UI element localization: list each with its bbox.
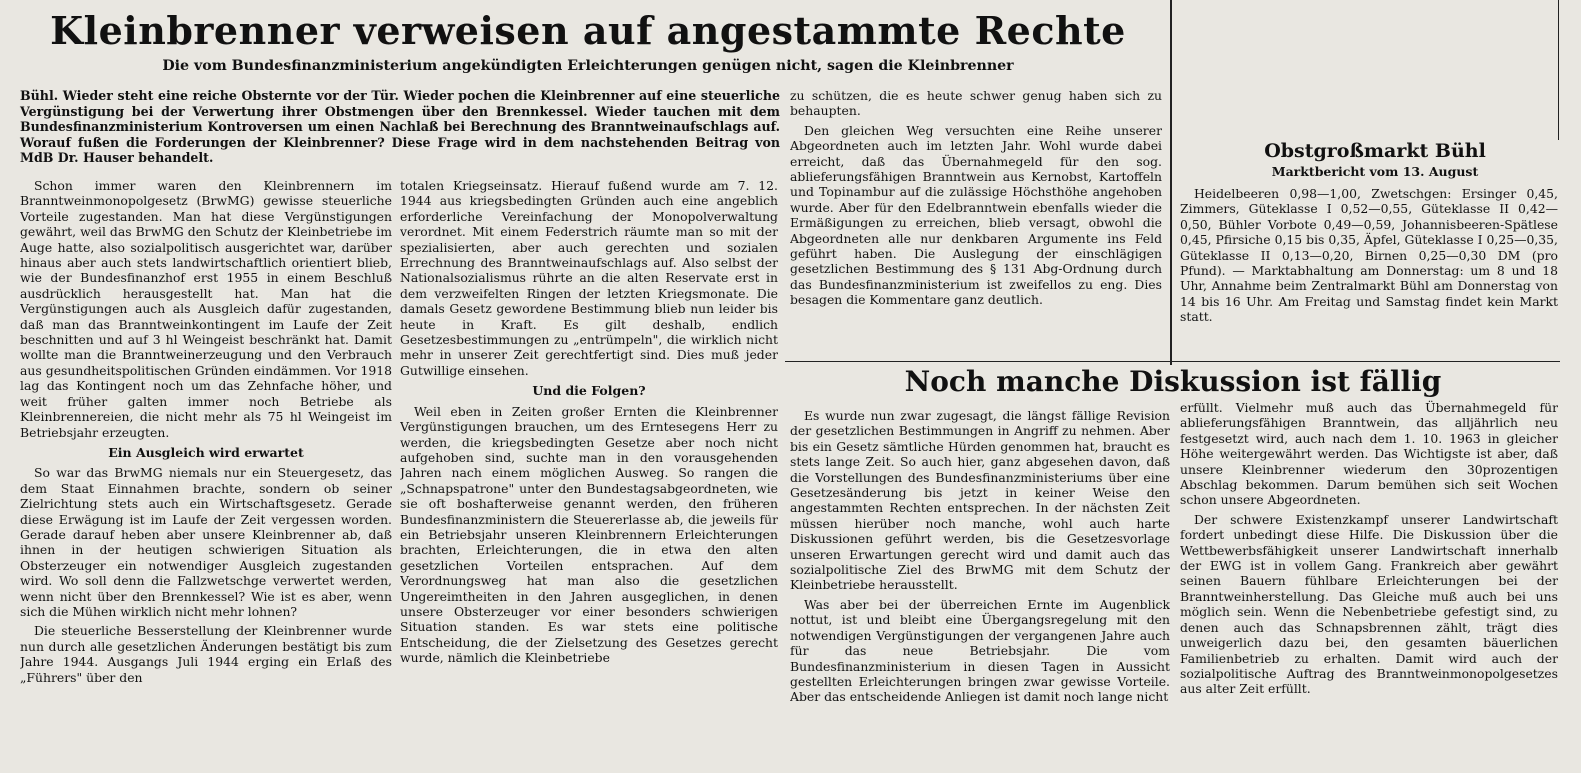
col2-paragraph-1: totalen Kriegseinsatz. Hierauf fußend wurde am 7. 12. 1944 aus kriegsbedingten Gründen auch eine angeblich erforderliche Vereinfachung der Monopolverwaltung verordnet. Mit einem Federstrich räumte man so mit der spezialisierten, aber auch gerechten und sozialen Errechnung des Branntweinaufschlags auf. Also selbst der Nationalsozialismus rührte an die alten Reservate erst in dem verzweifelten Ringen der letzten Kriegsmonate. Die damals Gesetz gewordene Bestimmung blieb nun leider bis heute in Kraft. Es gilt deshalb, endlich Gesetzesbestimmungen zu „entrümpeln", die wirklich nicht mehr in unserer Zeit gerechtfertigt sind. Dies muß jeder Gutwillige einsehen.: [400, 178, 778, 378]
headline: Kleinbrenner verweisen auf angestammte Rechte: [50, 8, 1126, 53]
col1-paragraph-2: So war das BrwMG niemals nur ein Steuergesetz, das dem Staat Einnahmen brachte, sondern ob seiner Zielrichtung stets auch ein Wirtschaftsgesetz. Gerade diese Erwägung ist im Laufe der Zeit vergessen worden. Gerade darauf heben aber unsere Kleinbrenner ab, daß ihnen in der heutigen schwierigen Situation als Obsterzeuger ein notwendiger Ausgleich zugestanden wird. Wo soll denn die Fallzwetschge verwertet werden, wenn nicht über den Brennkessel? Wie ist es aber, wenn sich die Mühen wirklich nicht mehr lohnen?: [20, 465, 392, 619]
col2-paragraph-2: Weil eben in Zeiten großer Ernten die Kleinbrenner Vergünstigungen brauchen, um des Erntesegens Herr zu werden, die kriegsbedingten Gesetze aber noch nicht aufgehoben sind, suchte man in den vorausgehenden Jahren nach einem möglichen Ausweg. So rangen die „Schnapspatrone" unter den Bundestagsabgeordneten, wie sie oft boshafterweise genannt werden, den früheren Bundesfinanzministern die Steuererlasse ab, die jeweils für ein Betriebsjahr unseren Kleinbrennern Erleichterungen brachten, Erleichterungen, die in etwa den alten gesetzlichen Vorteilen entsprachen. Auf dem Verordnungsweg hat man also die gesetzlichen Ungereimtheiten in den Jahren ausgeglichen, in denen unsere Obsterzeuger vor einer besonders schwierigen Situation standen. Es war stets eine politische Entscheidung, die der Zielsetzung des Gesetzes gerecht wurde, nämlich die Kleinbetriebe: [400, 403, 778, 666]
market-report-paragraph: Heidelbeeren 0,98—1,00, Zwetschgen: Ersinger 0,45, Zimmers, Güteklasse I 0,52—0,55, Güteklasse II 0,42—0,50, Bühler Vorbote 0,49—0,59, Johannisbeeren-Spätlese 0,45, Pfirsiche 0,15 bis 0,35, Äpfel, Güteklasse I 0,25—0,35, Güteklasse II 0,13—0,20, Birnen 0,25—0,30 DM (pro Pfund). — Marktabhaltung am Donnerstag: um 8 und 18 Uhr, Annahme beim Zentralmarkt Bühl am Donnerstag von 14 bis 16 Uhr. Am Freitag und Samstag findet kein Markt statt.: [1180, 186, 1558, 325]
column-rule-right-of-article: [1170, 0, 1172, 365]
column-rule-top-right: [1558, 0, 1559, 140]
headline-2: Noch manche Diskussion ist fällig: [904, 365, 1442, 398]
col3-paragraph-2: Den gleichen Weg versuchten eine Reihe unserer Abgeordneten auch im letzten Jahr. Wohl wurde dabei erreicht, daß das Übernahmegeld für den sog. ablieferungsfähigen Branntwein aus Kernobst, Kartoffeln und Topinambur auf die zulässige Höchsthöhe angehoben wurde. Aber für den Edelbranntwein ebenfalls wieder die Ermäßigungen zu erreichen, blieb versagt, obwohl die Abgeordneten alle nur denkbaren Argumente ins Feld geführt haben. Die Auslegung der einschlägigen gesetzlichen Bestimmung des § 131 Abg-Ordnung durch das Bundesfinanzministerium ist zweifellos zu eng. Dies besagen die Kommentare ganz deutlich.: [790, 122, 1162, 308]
col4-paragraph-1: Es wurde nun zwar zugesagt, die längst fällige Revision der gesetzlichen Bestimmungen in Angriff zu nehmen. Aber bis ein Gesetz sämtliche Hürden genommen hat, braucht es stets lange Zeit. So auch hier, ganz abgesehen davon, daß die Vorstellungen des Bundesfinanzministeriums über eine Gesetzesänderung bis jetzt in keiner Weise den angestammten Rechten entsprechen. In der nächsten Zeit müssen hierüber noch manche, wohl auch harte Diskussionen geführt werden, bis die Gesetzesvorlage unseren Erwartungen gerecht wird und damit auch das sozialpolitische Ziel des BrwMG mit dem Schutz der Kleinbetriebe herausstellt.: [790, 408, 1170, 593]
col5-paragraph-1: erfüllt. Vielmehr muß auch das Übernahmegeld für ablieferungsfähigen Branntwein, das alljährlich neu festgesetzt wird, auch nach dem 1. 10. 1963 in gleicher Höhe weitergewährt werden. Das Wichtigste ist aber, daß unsere Kleinbrenner wiederum den 30prozentigen Abschlag bekommen. Darum bemühen sich seit Wochen schon unsere Abgeordneten.: [1180, 400, 1558, 508]
market-report-title: Obstgroßmarkt Bühl: [1264, 140, 1486, 162]
col3-paragraph-1: zu schützen, die es heute schwer genug haben sich zu behaupten.: [790, 88, 1162, 119]
col2-subheading: Und die Folgen?: [532, 383, 646, 399]
col1-paragraph-1: Schon immer waren den Kleinbrennern im Branntweinmonopolgesetz (BrwMG) gewisse steuerliche Vorteile zugestanden. Man hat diese Vergünstigungen gewährt, weil das BrwMG den Schutz der Kleinbetriebe im Auge hatte, also sozialpolitisch ausgerichtet war, darüber hinaus aber auch stets landwirtschaftlich orientiert blieb, wie der Bundesfinanzhof erst 1955 in einem Beschluß ausdrücklich herausgestellt hat. Man hat die Vergünstigungen auch als Ausgleich dafür zugestanden, daß man das Branntweinkontingent im Laufe der Zeit beschnitten und auf 3 hl Weingeist beschränkt hat. Damit wollte man die Branntweinerzeugung und den Verbrauch aus gesundheitspolitischen Gründen eindämmen. Vor 1918 lag das Kontingent noch um das Zehnfache höher, und weit früher galten immer noch Betriebe als Kleinbrennereien, die nicht mehr als 75 hl Weingeist im Betriebsjahr erzeugten.: [20, 178, 392, 440]
market-report-subtitle: Marktbericht vom 13. August: [1271, 164, 1479, 179]
column-3: [790, 88, 1162, 356]
market-report-text: [1180, 186, 1558, 356]
column-2: [400, 178, 778, 770]
column-5: [1180, 400, 1558, 770]
column-4: [790, 408, 1170, 770]
col1-subheading: Ein Ausgleich wird erwartet: [108, 444, 304, 460]
subheadline: Die vom Bundesfinanzministerium angekündigten Erleichterungen genügen nicht, sagen die Kleinbrenner: [162, 58, 1014, 74]
column-1: [20, 178, 392, 770]
col1-paragraph-3: Die steuerliche Besserstellung der Kleinbrenner wurde nun durch alle gesetzlichen Änderungen bestätigt bis zum Jahre 1944. Ausgangs Juli 1944 erging ein Erlaß des „Führers" über den: [20, 623, 392, 685]
lead-paragraph: Bühl. Wieder steht eine reiche Obsternte vor der Tür. Wieder pochen die Kleinbrenner auf eine steuerliche Vergünstigung bei der Verwertung ihrer Obstmengen über den Brennkessel. Wieder tauchen mit dem Bundesfinanzministerium Kontroversen um einen Nachlaß bei Berechnung des Branntweinaufschlags auf. Worauf fußen die Forderungen der Kleinbrenner? Diese Frage wird in dem nachstehenden Beitrag von MdB Dr. Hauser behandelt.: [20, 88, 780, 166]
col4-paragraph-2: Was aber bei der überreichen Ernte im Augenblick nottut, ist und bleibt eine Übergangsregelung mit den notwendigen Vergünstigungen der vergangenen Jahre auch für das neue Betriebsjahr. Die vom Bundesfinanzministerium in diesen Tagen in Aussicht gestellten Erleichterungen bringen zwar gewisse Vorteile. Aber das entscheidende Anliegen ist damit noch lange nicht: [790, 596, 1170, 705]
col5-paragraph-2: Der schwere Existenzkampf unserer Landwirtschaft fordert unbedingt diese Hilfe. Die Diskussion über die Wettbewerbsfähigkeit unserer Landwirtschaft innerhalb der EWG ist in vollem Gang. Frankreich aber gewährt seinen Bauern fühlbare Erleichterungen bei der Branntweinherstellung. Das Gleiche muß auch bei uns möglich sein. Wenn die Nebenbetriebe gefestigt sind, zu denen auch das Schnapsbrennen zählt, trägt dies unweigerlich dazu bei, den gesamten bäuerlichen Familienbetrieb zu erhalten. Damit wird auch der sozialpolitische Auftrag des Branntweinmonopolgesetzes aus alter Zeit erfüllt.: [1180, 511, 1558, 697]
